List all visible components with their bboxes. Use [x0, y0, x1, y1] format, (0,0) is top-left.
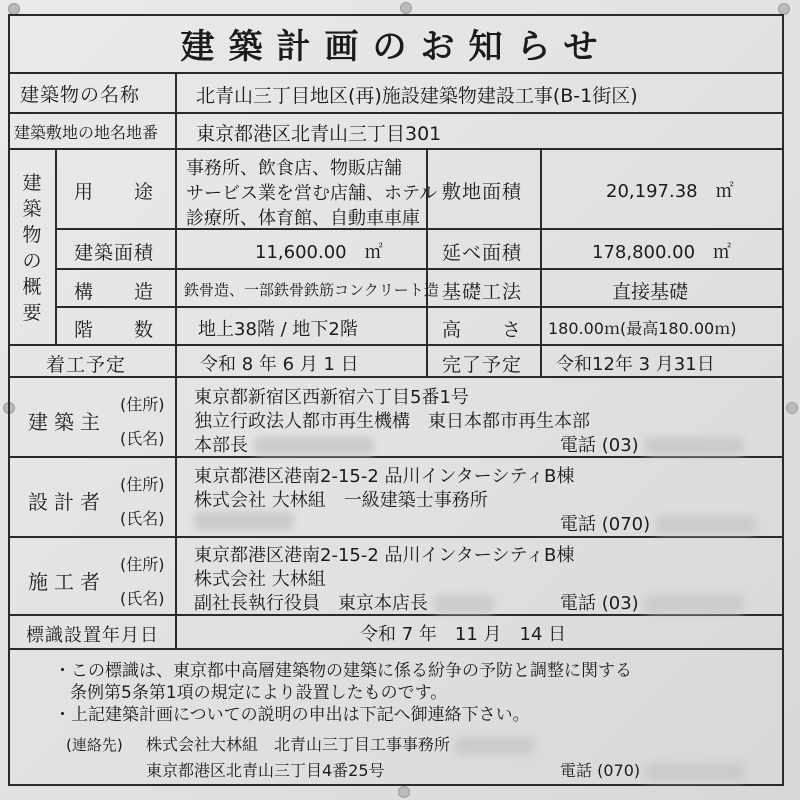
page-title: 建築計画のお知らせ [180, 26, 612, 67]
building-area-value: 11,600.00 ㎡ [255, 242, 383, 263]
building-name-label: 建築物の名称 [20, 84, 141, 106]
designer-address-tag: (住所) [120, 475, 165, 494]
overview-side-label: 建築物の概要 [22, 172, 42, 324]
owner-label: 建築主 [28, 410, 106, 434]
use-value-3: 診療所、体育館、自動車車庫 [186, 208, 420, 229]
contact-name: 株式会社大林組 北青山三丁目工事事務所 [146, 732, 535, 755]
structure-label: 構 造 [74, 281, 155, 303]
screw-icon [400, 2, 412, 14]
use-value-2: サービス業を営む店舗、ホテル [186, 183, 438, 204]
designer-address: 東京都港区港南2-15-2 品川インターシティB棟 [194, 466, 575, 487]
use-label: 用 途 [74, 181, 155, 203]
sign-date-label: 標識設置年月日 [26, 625, 159, 646]
start-value: 令和 8 年 6 月 1 日 [200, 354, 359, 375]
owner-phone: 電話 (03) [560, 431, 744, 457]
note-2: ・上記建築計画についての説明の申出は下記へ御連絡下さい。 [54, 705, 530, 725]
end-label: 完了予定 [442, 354, 523, 376]
floor-area-label: 延べ面積 [442, 242, 523, 264]
site-location-label: 建築敷地の地名地番 [14, 123, 159, 142]
contractor-address: 東京都港区港南2-15-2 品川インターシティB棟 [194, 545, 575, 566]
owner-org: 独立行政法人都市再生機構 東日本都市再生本部 [194, 411, 590, 432]
owner-name-tag: (氏名) [120, 429, 165, 448]
contractor-phone: 電話 (03) [560, 589, 744, 615]
contractor-address-tag: (住所) [120, 555, 165, 574]
contractor-title: 副社長執行役員 東京本店長 [194, 589, 494, 615]
contractor-label: 施工者 [28, 570, 106, 594]
contact-phone: 電話 (070) [560, 758, 745, 781]
use-value-1: 事務所、飲食店、物販店舗 [186, 158, 402, 179]
owner-address-tag: (住所) [120, 395, 165, 414]
designer-label: 設計者 [28, 490, 106, 514]
contact-address: 東京都港区北青山三丁目4番25号 [146, 761, 385, 780]
owner-address: 東京都新宿区西新宿六丁目5番1号 [194, 387, 469, 408]
floor-area-value: 178,800.00 ㎡ [592, 242, 732, 263]
screw-icon [398, 786, 410, 798]
building-name-value: 北青山三丁目地区(再)施設建築物建設工事(B-1街区) [196, 85, 638, 107]
height-label: 高 さ [442, 319, 523, 341]
contractor-name-tag: (氏名) [120, 589, 165, 608]
contact-tag: (連絡先) [66, 736, 123, 754]
note-1a: ・この標識は、東京都中高層建築物の建築に係る紛争の予防と調整に関する [54, 661, 632, 681]
designer-person [194, 510, 294, 530]
structure-value: 鉄骨造、一部鉄骨鉄筋コンクリート造 [184, 281, 439, 299]
designer-org: 株式会社 大林組 一級建築士事務所 [194, 490, 488, 511]
foundation-value: 直接基礎 [612, 281, 689, 303]
contractor-org: 株式会社 大林組 [194, 569, 326, 590]
building-area-label: 建築面積 [74, 242, 155, 264]
site-area-value: 20,197.38 ㎡ [606, 181, 734, 202]
floors-label: 階 数 [74, 319, 155, 341]
site-area-label: 敷地面積 [442, 181, 523, 203]
height-value: 180.00ｍ(最高180.00ｍ) [548, 319, 737, 338]
floors-value: 地上38階 / 地下2階 [198, 319, 358, 340]
designer-name-tag: (氏名) [120, 509, 165, 528]
end-value: 令和12年 3 月31日 [556, 354, 715, 375]
screw-icon [786, 402, 798, 414]
designer-phone: 電話 (070) [560, 510, 756, 536]
sign-date-value: 令和 7 年 11 月 14 日 [360, 624, 567, 645]
start-label: 着工予定 [46, 354, 127, 376]
foundation-label: 基礎工法 [442, 281, 523, 303]
site-location-value: 東京都港区北青山三丁目301 [196, 123, 442, 145]
note-1b: 条例第5条第1項の規定により設置したものです。 [70, 683, 448, 703]
owner-title: 本部長 [194, 431, 374, 457]
